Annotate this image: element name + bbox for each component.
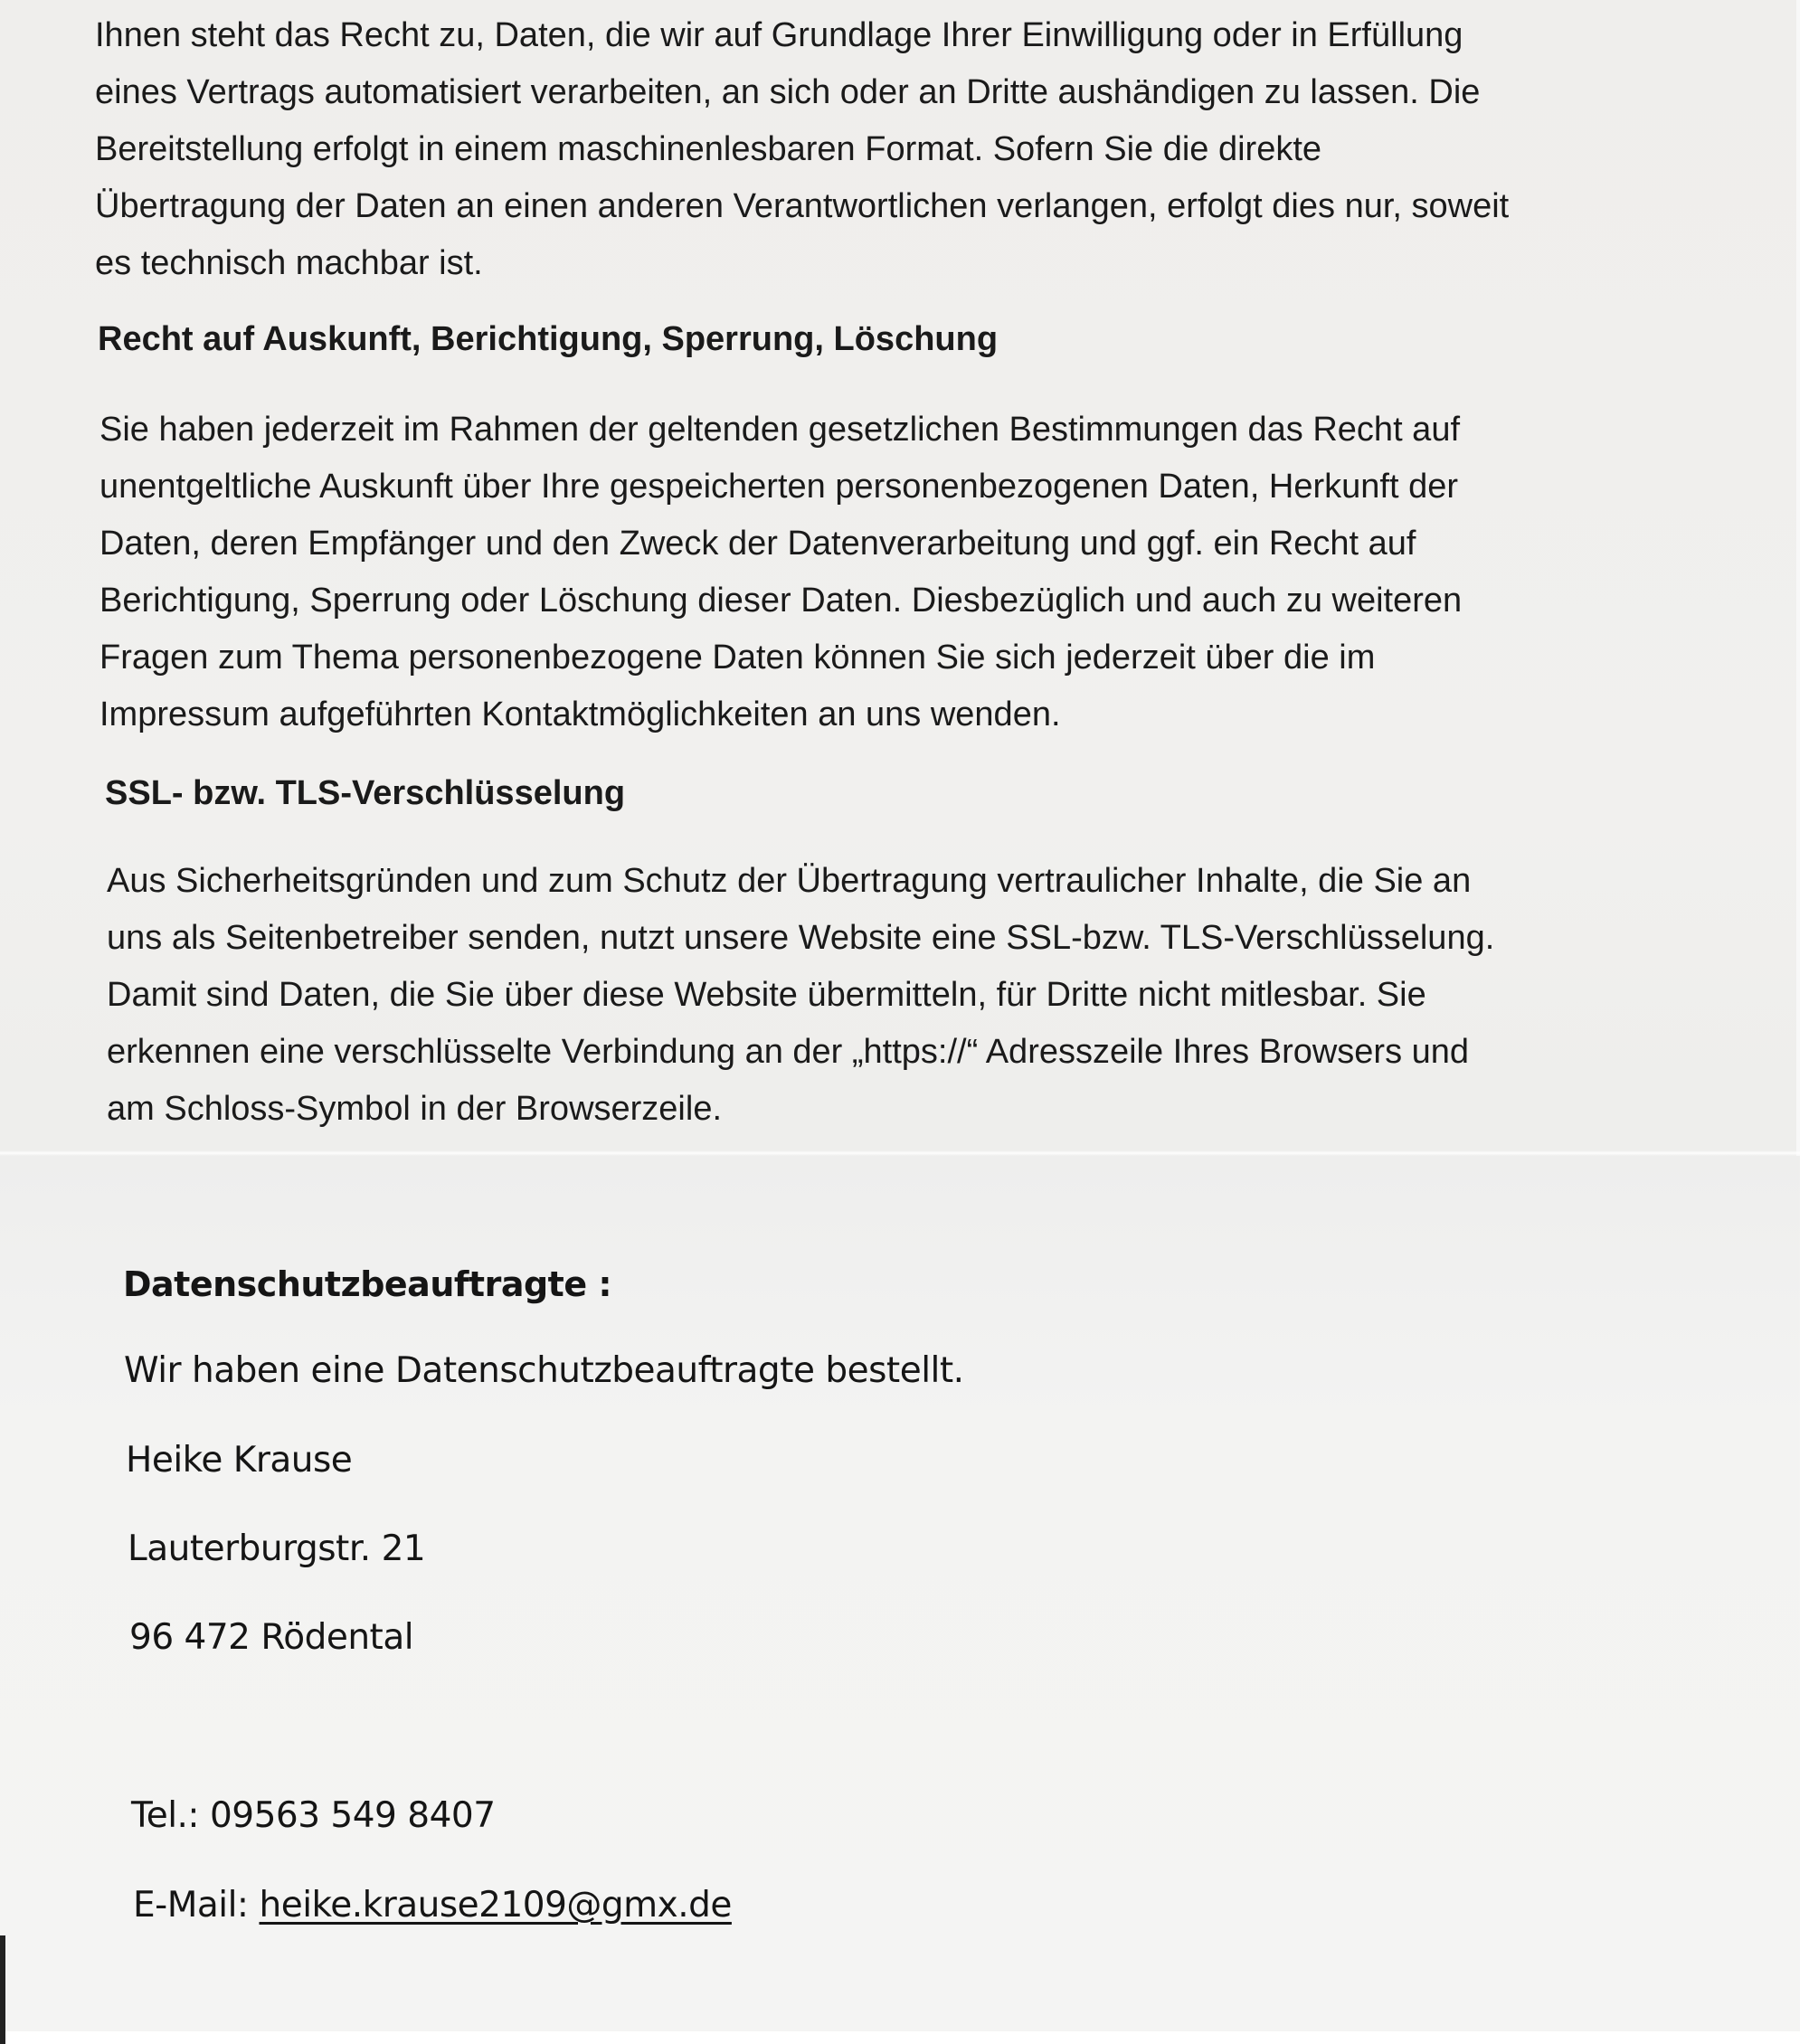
phone-label: Tel.: [131,1795,200,1836]
dpo-phone [131,1795,496,1836]
phone-number: 09563 549 8407 [209,1795,496,1836]
text-line: Impressum aufgeführten Kontaktmöglichkeiten an uns wenden. [99,696,1061,733]
text-line: Übertragung der Daten an einen anderen Verantwortlichen verlangen, erfolgt dies nur, soweit [95,187,1510,225]
text-line: Bereitstellung erfolgt in einem maschinenlesbaren Format. Sofern Sie die direkte [95,130,1322,168]
scan-edge-mark [0,1935,5,2044]
text-line: Fragen zum Thema personenbezogene Daten können Sie sich jederzeit über die im [99,639,1376,677]
paragraph-data-portability [95,7,1509,292]
email-link[interactable]: heike.krause2109@gmx.de [259,1885,732,1926]
text-line: eines Vertrags automatisiert verarbeiten, an sich oder an Dritte aushändigen zu lassen. Die [95,73,1481,111]
text-line: unentgeltliche Auskunft über Ihre gespeicherten personenbezogenen Daten, Herkunft der [99,468,1459,506]
text-line: Daten, deren Empfänger und den Zweck der Datenverarbeitung und ggf. ein Recht auf [99,525,1416,563]
heading-ssl-tls: SSL- bzw. TLS-Verschlüsselung [105,774,626,812]
text-line: Damit sind Daten, die Sie über diese Website übermitteln, für Dritte nicht mitlesbar. Sie [107,976,1426,1014]
email-label: E-Mail: [133,1885,249,1926]
dpo-city: 96 472 Rödental [129,1617,414,1658]
text-line: Ihnen steht das Recht zu, Daten, die wir auf Grundlage Ihrer Einwilligung oder in Erfüllung [95,16,1463,54]
dpo-heading: Datenschutzbeauftragte : [123,1264,612,1304]
text-line: Sie haben jederzeit im Rahmen der geltenden gesetzlichen Bestimmungen das Recht auf [99,411,1461,449]
text-line: erkennen eine verschlüsselte Verbindung an der „https://“ Adresszeile Ihres Browsers und [107,1033,1470,1071]
text-line: Aus Sicherheitsgründen und zum Schutz der Übertragung vertraulicher Inhalte, die Sie an [107,862,1472,900]
dpo-email [133,1885,732,1926]
text-line: am Schloss-Symbol in der Browserzeile. [107,1090,723,1128]
dpo-name: Heike Krause [126,1440,353,1481]
text-line: uns als Seitenbetreiber senden, nutzt unsere Website eine SSL-bzw. TLS-Verschlüsselung. [107,919,1495,957]
dpo-street: Lauterburgstr. 21 [128,1528,426,1569]
text-line: Berichtigung, Sperrung oder Löschung dieser Daten. Diesbezüglich und auch zu weiteren [99,582,1463,620]
heading-rights: Recht auf Auskunft, Berichtigung, Sperrung, Löschung [98,320,999,358]
dpo-intro: Wir haben eine Datenschutzbeauftragte bestellt. [124,1350,964,1391]
paragraph-rights [99,402,1462,743]
paragraph-ssl-tls [107,853,1494,1138]
text-line: es technisch machbar ist. [95,244,483,282]
